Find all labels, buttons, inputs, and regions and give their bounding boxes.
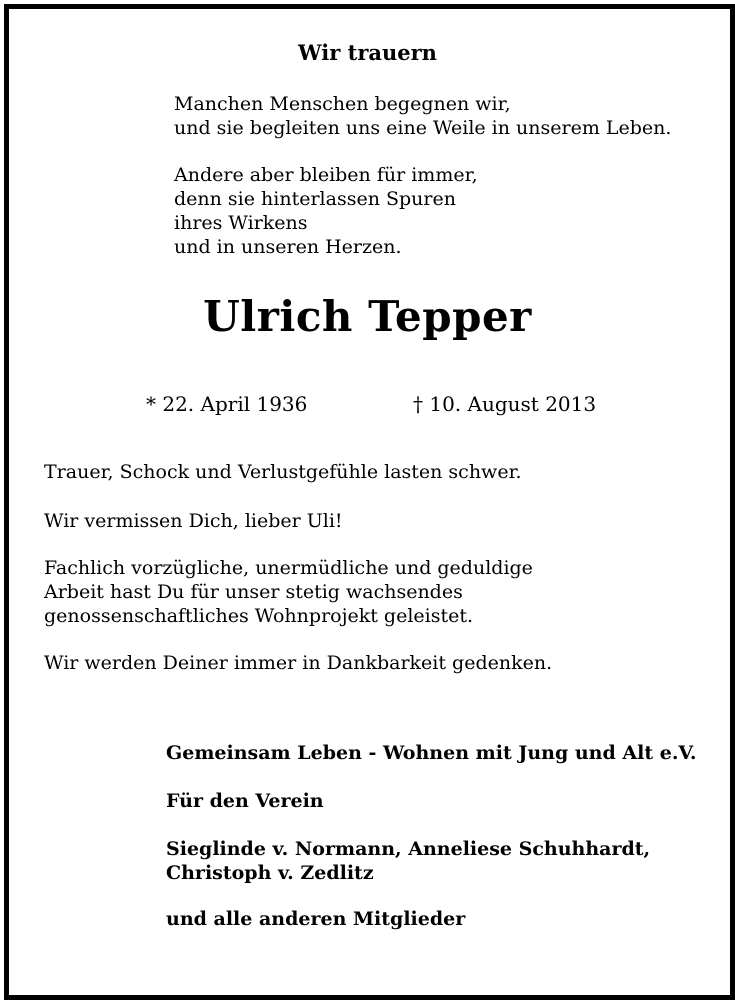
signature-line: Für den Verein <box>166 790 324 812</box>
poem-line: denn sie hinterlassen Spuren <box>174 188 456 210</box>
body-paragraph-1 <box>44 460 522 484</box>
signature-line: Sieglinde v. Normann, Anneliese Schuhhardt, <box>166 838 651 860</box>
signature-others <box>166 907 465 931</box>
poem-line: Manchen Menschen begegnen wir, <box>174 93 511 115</box>
signature-line: Gemeinsam Leben - Wohnen mit Jung und Alt e.V. <box>166 742 697 764</box>
poem-line: und in unseren Herzen. <box>174 236 402 258</box>
signature-line: Christoph v. Zedlitz <box>166 862 374 884</box>
signature-for-association <box>166 789 324 813</box>
signature-org <box>166 741 696 765</box>
poem-stanza-1 <box>174 92 671 140</box>
body-line: Wir vermissen Dich, lieber Uli! <box>44 510 343 532</box>
deceased-name: Ulrich Tepper <box>203 292 532 341</box>
poem-line: und sie begleiten uns eine Weile in unserem Leben. <box>174 117 672 139</box>
body-paragraph-2 <box>44 509 343 533</box>
body-line: genossenschaftliches Wohnprojekt geleistet. <box>44 605 474 627</box>
heading: Wir trauern <box>298 40 437 65</box>
signature-line: und alle anderen Mitglieder <box>166 908 466 930</box>
poem-line: Andere aber bleiben für immer, <box>174 164 478 186</box>
body-paragraph-4 <box>44 651 552 675</box>
death-date: † 10. August 2013 <box>413 392 597 416</box>
body-line: Fachlich vorzügliche, unermüdliche und geduldige <box>44 557 533 579</box>
birth-date: * 22. April 1936 <box>146 392 308 416</box>
body-line: Wir werden Deiner immer in Dankbarkeit gedenken. <box>44 652 553 674</box>
signature-names <box>166 837 650 885</box>
poem-stanza-2 <box>174 163 478 259</box>
body-paragraph-3 <box>44 556 533 628</box>
poem-line: ihres Wirkens <box>174 212 308 234</box>
body-line: Arbeit hast Du für unser stetig wachsendes <box>44 581 463 603</box>
body-line: Trauer, Schock und Verlustgefühle lasten schwer. <box>44 461 522 483</box>
